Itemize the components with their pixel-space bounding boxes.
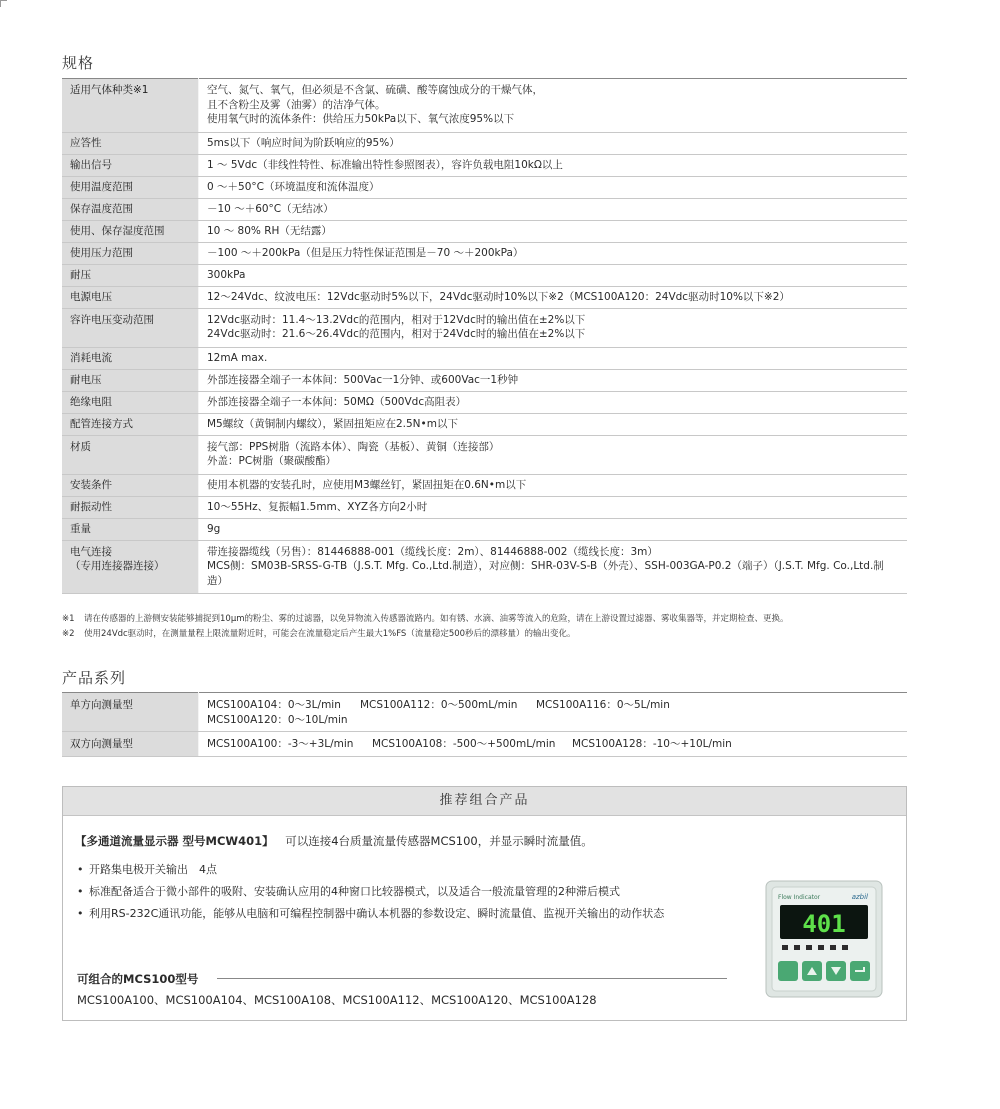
spec-value-line: MCS侧：SM03B-SRSS-G-TB（J.S.T. Mfg. Co.,Ltd.制造），对应侧：SHR-03V-S-B（外壳）、SSH-003GA-P0.2（端子）（J.S.T. Mfg. Co.,Ltd.制造） bbox=[207, 560, 884, 587]
device-brand-logo: azbil bbox=[851, 893, 868, 901]
spec-value-line: 0 ～＋50°C（环境温度和流体温度） bbox=[207, 180, 380, 193]
recommend-header: 推荐组合产品 bbox=[63, 787, 906, 816]
recommend-product-name: 【多通道流量显示器 型号MCW401】 bbox=[75, 834, 274, 848]
model-range: MCS100A112：0～500mL/min bbox=[360, 699, 518, 711]
crop-mark bbox=[0, 0, 7, 7]
spec-value-line: 使用本机器的安装孔时，应使用M3螺丝钉，紧固扭矩在0.6N•m以下 bbox=[207, 478, 527, 491]
spec-value bbox=[199, 369, 908, 391]
spec-row bbox=[62, 264, 907, 286]
spec-label: 容许电压变动范围 bbox=[62, 308, 199, 347]
footnote bbox=[62, 612, 912, 627]
spec-row bbox=[62, 496, 907, 518]
spec-label: 使用温度范围 bbox=[62, 176, 199, 198]
spec-label: 安装条件 bbox=[62, 474, 199, 496]
spec-row bbox=[62, 176, 907, 198]
series-value bbox=[199, 732, 908, 757]
spec-value bbox=[199, 391, 908, 413]
spec-row bbox=[62, 132, 907, 154]
spec-row bbox=[62, 154, 907, 176]
spec-label: 输出信号 bbox=[62, 154, 199, 176]
spec-value bbox=[199, 518, 908, 540]
combo-title: 可组合的MCS100型号 bbox=[77, 972, 199, 986]
spec-row bbox=[62, 347, 907, 369]
combo-models: MCS100A100、MCS100A104、MCS100A108、MCS100A112、MCS100A120、MCS100A128 bbox=[77, 993, 597, 1007]
device-display-value: 401 bbox=[802, 910, 846, 938]
spec-value bbox=[199, 176, 908, 198]
spec-label: 耐振动性 bbox=[62, 496, 199, 518]
spec-value bbox=[199, 154, 908, 176]
spec-value bbox=[199, 540, 908, 594]
spec-value-line: 带连接器缆线（另售）：81446888-001（缆线长度：2m）、81446888-002（缆线长度：3m） bbox=[207, 545, 658, 558]
feature-item: • 利用RS-232C通讯功能，能够从电脑和可编程控制器中确认本机器的参数设定、瞬时流量值、监视开关输出的动作状态 bbox=[77, 907, 665, 920]
feature-item: • 开路集电极开关输出 4点 bbox=[77, 863, 217, 876]
series-value bbox=[199, 693, 908, 732]
series-row bbox=[62, 732, 907, 757]
spec-value bbox=[199, 413, 908, 435]
spec-notes bbox=[62, 612, 912, 642]
spec-value-line: 接气部：PPS树脂（流路本体）、陶瓷（基板）、黄铜（连接部） bbox=[207, 440, 500, 453]
spec-value-line: 外盖：PC树脂（聚碳酸酯） bbox=[207, 455, 337, 467]
spec-value bbox=[199, 198, 908, 220]
spec-label: 重量 bbox=[62, 518, 199, 540]
device-indicator bbox=[794, 945, 800, 950]
spec-label: 绝缘电阻 bbox=[62, 391, 199, 413]
spec-label: 电气连接 （专用连接器连接） bbox=[62, 540, 199, 594]
spec-row bbox=[62, 198, 907, 220]
spec-value-line: 12mA max. bbox=[207, 351, 268, 364]
spec-value bbox=[199, 496, 908, 518]
spec-label: 使用、保存湿度范围 bbox=[62, 220, 199, 242]
footnote-text: 使用24Vdc驱动时，在测量量程上限流量附近时，可能会在流量稳定后产生最大1%FS（流量稳定500秒后的漂移量）的输出变化。 bbox=[84, 629, 576, 639]
spec-table bbox=[62, 78, 907, 594]
device-button-mode bbox=[778, 961, 798, 981]
device-panel-label: Flow Indicator bbox=[778, 894, 821, 901]
series-section-title: 产品系列 bbox=[62, 669, 127, 687]
spec-value-line: M5螺纹（黄铜制内螺纹），紧固扭矩应在2.5N•m以下 bbox=[207, 417, 458, 430]
flow-indicator-image bbox=[764, 879, 884, 999]
spec-value-line: 空气、氮气、氧气，但必须是不含氯、硫磺、酸等腐蚀成分的干燥气体， bbox=[207, 84, 543, 96]
spec-label: 应答性 bbox=[62, 132, 199, 154]
spec-row bbox=[62, 518, 907, 540]
spec-value-line: 12Vdc驱动时：11.4～13.2Vdc的范围内，相对于12Vdc时的输出值在±2%以下 bbox=[207, 313, 586, 326]
footnote bbox=[62, 627, 912, 642]
spec-row bbox=[62, 369, 907, 391]
spec-row bbox=[62, 540, 907, 594]
spec-value bbox=[199, 347, 908, 369]
spec-value-line: －100 ～＋200kPa（但是压力特性保证范围是－70 ～＋200kPa） bbox=[207, 246, 524, 259]
spec-value-line: 1 ～ 5Vdc（非线性特性、标准输出特性参照图表），容许负载电阻10kΩ以上 bbox=[207, 158, 563, 171]
model-range: MCS100A104：0～3L/min bbox=[207, 699, 341, 711]
spec-label: 材质 bbox=[62, 435, 199, 474]
footnote-mark: ※2 bbox=[62, 629, 75, 639]
model-range: MCS100A108：-500～+500mL/min bbox=[372, 737, 556, 750]
spec-value bbox=[199, 132, 908, 154]
model-range: MCS100A100：-3～+3L/min bbox=[207, 737, 354, 750]
spec-label: 使用压力范围 bbox=[62, 242, 199, 264]
spec-value bbox=[199, 242, 908, 264]
spec-value-line: 使用氧气时的流体条件：供给压力50kPa以下、氧气浓度95%以下 bbox=[207, 113, 515, 125]
device-indicator bbox=[818, 945, 824, 950]
spec-label: 电源电压 bbox=[62, 286, 199, 308]
spec-value-line: 5ms以下（响应时间为阶跃响应的95%） bbox=[207, 136, 400, 149]
footnote-text: 请在传感器的上游侧安装能够捕捉到10μm的粉尘、雾的过滤器，以免异物流入传感器流路内。如有锈、水滴、油雾等流入的危险，请在上游设置过滤器、雾收集器等，并定期检查、更换。 bbox=[84, 614, 789, 624]
spec-value-line: 10 ～ 80% RH（无结露） bbox=[207, 224, 332, 237]
combo-divider bbox=[217, 978, 727, 979]
spec-row bbox=[62, 286, 907, 308]
device-indicator bbox=[842, 945, 848, 950]
recommend-intro bbox=[75, 833, 593, 849]
spec-value bbox=[199, 264, 908, 286]
spec-label: 配管连接方式 bbox=[62, 413, 199, 435]
series-table bbox=[62, 692, 907, 757]
spec-value bbox=[199, 474, 908, 496]
spec-value bbox=[199, 308, 908, 347]
spec-label: 耐电压 bbox=[62, 369, 199, 391]
spec-row bbox=[62, 79, 907, 133]
recommend-product-desc: 可以连接4台质量流量传感器MCS100，并显示瞬时流量值。 bbox=[285, 834, 593, 848]
spec-row bbox=[62, 220, 907, 242]
spec-value-line: 9g bbox=[207, 522, 221, 535]
model-range: MCS100A128：-10～+10L/min bbox=[572, 737, 732, 750]
series-label: 双方向测量型 bbox=[62, 732, 199, 757]
feature-list bbox=[77, 859, 737, 925]
spec-row bbox=[62, 474, 907, 496]
spec-value-line: 10～55Hz、复振幅1.5mm、XYZ各方向2小时 bbox=[207, 500, 428, 513]
spec-value-line: 12～24Vdc、纹波电压：12Vdc驱动时5%以下，24Vdc驱动时10%以下※2（MCS100A120：24Vdc驱动时10%以下※2） bbox=[207, 290, 790, 303]
device-indicator bbox=[830, 945, 836, 950]
spec-row bbox=[62, 435, 907, 474]
spec-label: 适用气体种类※1 bbox=[62, 79, 199, 133]
spec-row bbox=[62, 242, 907, 264]
spec-value-line: 24Vdc驱动时：21.6～26.4Vdc的范围内，相对于24Vdc时的输出值在±2%以下 bbox=[207, 328, 586, 340]
spec-row bbox=[62, 413, 907, 435]
spec-row bbox=[62, 391, 907, 413]
device-indicator bbox=[782, 945, 788, 950]
series-row bbox=[62, 693, 907, 732]
footnote-mark: ※1 bbox=[62, 614, 75, 624]
spec-value-line: 且不含粉尘及雾（油雾）的洁净气体。 bbox=[207, 98, 386, 111]
feature-item: • 标准配备适合于微小部件的吸附、安装确认应用的4种窗口比较器模式，以及适合一般流量管理的2种滞后模式 bbox=[77, 885, 620, 898]
spec-value-line: 外部连接器全端子一本体间：50MΩ（500Vdc高阻表） bbox=[207, 395, 467, 408]
spec-label: 保存温度范围 bbox=[62, 198, 199, 220]
recommend-box bbox=[62, 786, 907, 1021]
spec-label: 耐压 bbox=[62, 264, 199, 286]
spec-row bbox=[62, 308, 907, 347]
model-range: MCS100A120：0～10L/min bbox=[207, 713, 348, 726]
device-indicator bbox=[806, 945, 812, 950]
spec-value bbox=[199, 220, 908, 242]
series-label: 单方向测量型 bbox=[62, 693, 199, 732]
spec-value-line: －10 ～＋60°C（无结冰） bbox=[207, 202, 334, 215]
spec-value bbox=[199, 79, 908, 133]
model-range: MCS100A116：0～5L/min bbox=[536, 699, 670, 711]
spec-value-line: 外部连接器全端子一本体间：500Vac一1分钟、或600Vac一1秒钟 bbox=[207, 373, 519, 386]
spec-value bbox=[199, 435, 908, 474]
spec-section-title: 规格 bbox=[62, 54, 95, 72]
spec-value-line: 300kPa bbox=[207, 268, 246, 281]
spec-label: 消耗电流 bbox=[62, 347, 199, 369]
spec-value bbox=[199, 286, 908, 308]
